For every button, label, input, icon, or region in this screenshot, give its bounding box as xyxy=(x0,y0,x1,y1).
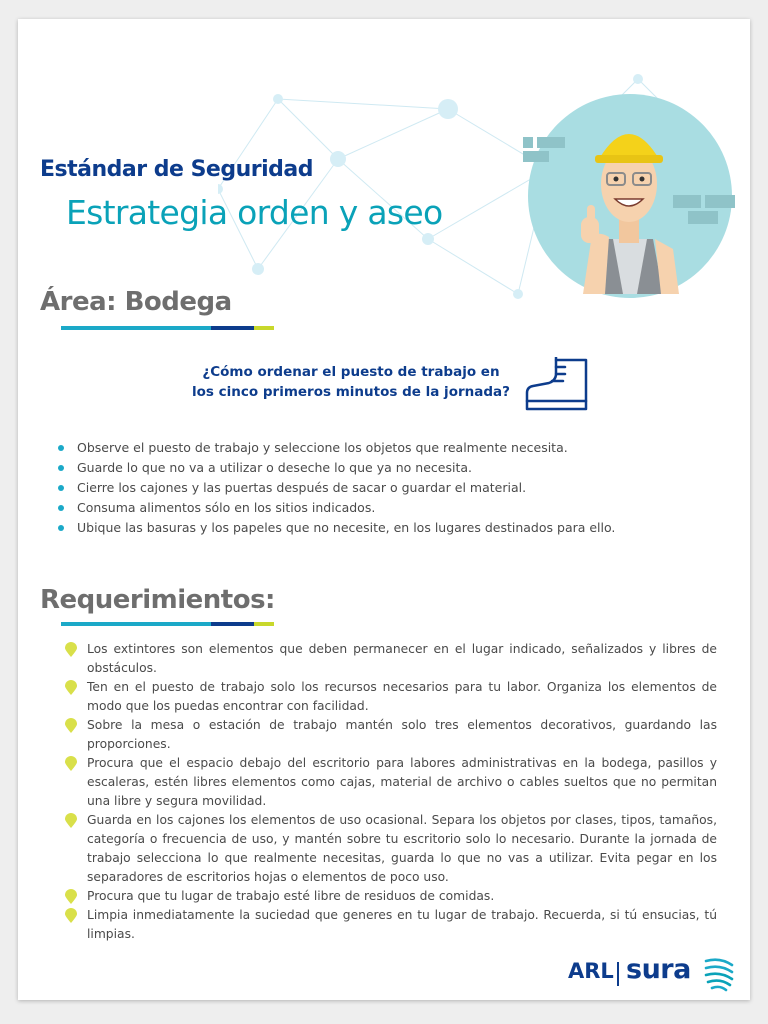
list-item: Guarde lo que no va a utilizar o deseche lo que ya no necesita. xyxy=(56,458,716,478)
requirement-item xyxy=(60,678,717,716)
document-page xyxy=(18,19,750,1000)
requirements-heading-underline xyxy=(61,622,274,626)
map-pin-icon xyxy=(64,908,78,924)
logo-divider xyxy=(617,962,619,986)
area-heading-underline xyxy=(61,326,274,330)
map-pin-icon xyxy=(64,813,78,829)
requirement-item xyxy=(60,640,717,678)
requirement-text: Limpia inmediatamente la suciedad que generes en tu lugar de trabajo. Recuerda, si tú ensucias, tú limpias. xyxy=(87,908,717,941)
requirement-text: Procura que tu lugar de trabajo esté libre de residuos de comidas. xyxy=(87,889,495,903)
requirement-text: Procura que el espacio debajo del escritorio para labores administrativas en la bodega, pasillos y escaleras, estén libres elementos como cajas, material de archivo o cables sueltos que no permitan una libre y segura movilidad. xyxy=(87,756,717,808)
requirement-item xyxy=(60,811,717,887)
list-item: Ubique las basuras y los papeles que no necesite, en los lugares destinados para ello. xyxy=(56,518,716,538)
area-checklist xyxy=(56,438,716,538)
map-pin-icon xyxy=(64,718,78,734)
worker-illustration xyxy=(523,89,738,304)
requirement-text: Los extintores son elementos que deben permanecer en el lugar indicado, señalizados y libres de obstáculos. xyxy=(87,642,717,675)
requirement-item xyxy=(60,716,717,754)
logo-arl-text: ARL xyxy=(568,959,614,983)
map-pin-icon xyxy=(64,756,78,772)
document-title: Estrategia orden y aseo xyxy=(66,193,443,232)
requirement-text: Guarda en los cajones los elementos de uso ocasional. Separa los objetos por clases, tipos, tamaños, categoría o frecuencia de uso, y mantén sobre tu escritorio solo lo necesario. Durante la jornada de trabajo selecciona lo que realmente necesitas, guarda lo que no vas a utilizar. Evita pegar en los separadores de escritorios hojas o elementos de poco uso. xyxy=(87,813,717,884)
list-item: Consuma alimentos sólo en los sitios indicados. xyxy=(56,498,716,518)
area-heading: Área: Bodega xyxy=(40,287,232,317)
requirement-item xyxy=(60,887,717,906)
question-callout xyxy=(168,362,534,402)
list-item: Observe el puesto de trabajo y seleccione los objetos que realmente necesita. xyxy=(56,438,716,458)
requirements-heading: Requerimientos: xyxy=(40,585,275,615)
requirement-item xyxy=(60,906,717,944)
list-item: Cierre los cajones y las puertas después de sacar o guardar el material. xyxy=(56,478,716,498)
arl-sura-logo xyxy=(568,955,738,995)
map-pin-icon xyxy=(64,642,78,658)
work-boot-icon xyxy=(523,357,593,415)
logo-sura-text: sura xyxy=(626,954,691,985)
question-line-2: los cinco primeros minutos de la jornada? xyxy=(192,384,510,400)
document-kicker: Estándar de Seguridad xyxy=(40,157,313,182)
sura-wave-logo-icon xyxy=(702,955,736,993)
map-pin-icon xyxy=(64,680,78,696)
requirement-text: Sobre la mesa o estación de trabajo mantén solo tres elementos decorativos, guardando las proporciones. xyxy=(87,718,717,751)
requirements-list xyxy=(60,640,717,944)
requirement-item xyxy=(60,754,717,811)
question-line-1: ¿Cómo ordenar el puesto de trabajo en xyxy=(202,364,500,380)
requirement-text: Ten en el puesto de trabajo solo los recursos necesarios para tu labor. Organiza los elementos de modo que los puedas encontrar con facilidad. xyxy=(87,680,717,713)
map-pin-icon xyxy=(64,889,78,905)
